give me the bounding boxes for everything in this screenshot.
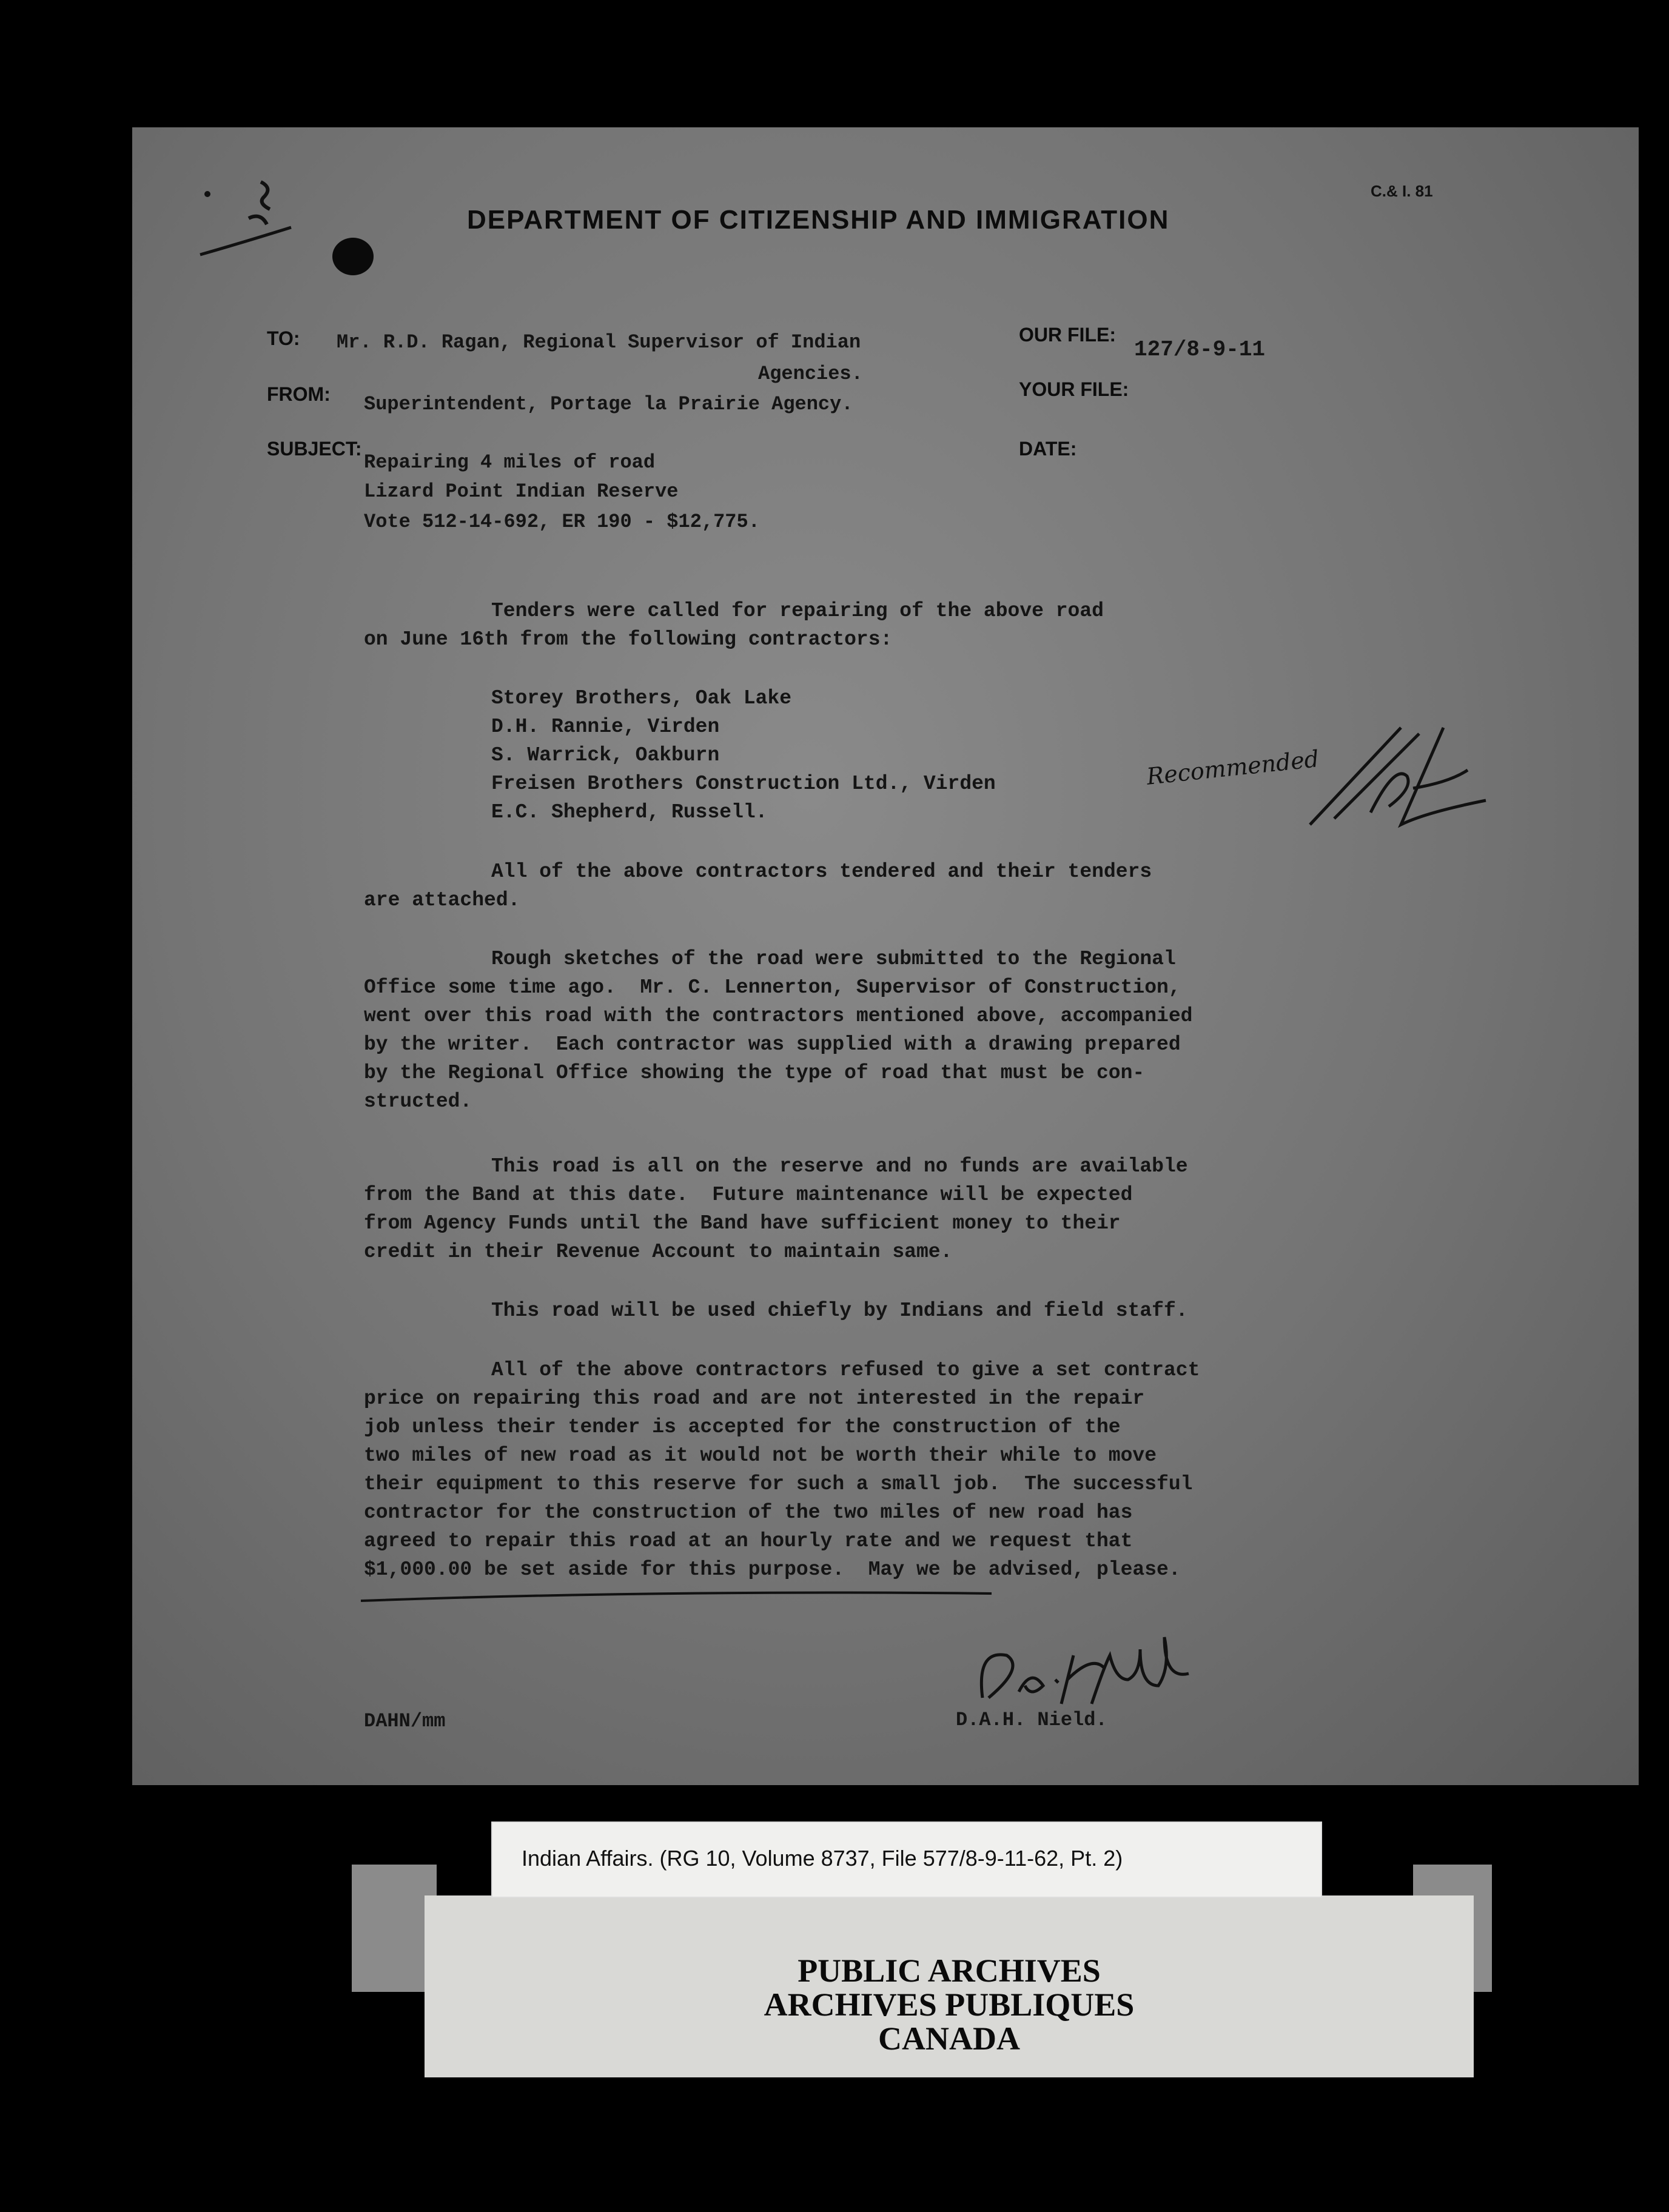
signatory-name: D.A.H. Nield.: [956, 1709, 1107, 1731]
handwritten-initials: [1298, 716, 1528, 837]
paragraph-line: job unless their tender is accepted for the construction of the: [364, 1416, 1121, 1438]
handwritten-recommendation: Recommended: [1145, 745, 1320, 790]
archive-line: CANADA: [878, 2020, 1020, 2057]
intro-line: Tenders were called for repairing of the above road: [491, 600, 1104, 622]
archive-card: [425, 1895, 1474, 2077]
paragraph-line: are attached.: [364, 889, 520, 911]
paragraph-line: All of the above contractors refused to give a set contract: [491, 1359, 1200, 1381]
contractor-item: S. Warrick, Oakburn: [491, 744, 720, 766]
paragraph-line: structed.: [364, 1090, 472, 1113]
card-tab: [352, 1865, 437, 1992]
your-file-label: YOUR FILE:: [1019, 378, 1129, 400]
paragraph-line: two miles of new road as it would not be worth their while to move: [364, 1444, 1157, 1467]
paragraph-line: Office some time ago. Mr. C. Lennerton, Supervisor of Construction,: [364, 976, 1181, 999]
paragraph-line: by the Regional Office showing the type of road that must be con-: [364, 1062, 1145, 1084]
pencil-underline: [358, 1583, 995, 1607]
form-code: C.& I. 81: [1371, 182, 1433, 200]
intro-line: on June 16th from the following contractors:: [364, 628, 893, 651]
date-label: DATE:: [1019, 438, 1077, 460]
contractor-item: E.C. Shepherd, Russell.: [491, 801, 768, 823]
archive-line: ARCHIVES PUBLIQUES: [764, 1986, 1135, 2023]
from-label: FROM:: [267, 383, 331, 405]
ink-blot: [332, 238, 374, 275]
subject-line: Vote 512-14-692, ER 190 - $12,775.: [364, 511, 760, 533]
our-file-label: OUR FILE:: [1019, 324, 1116, 346]
contractor-item: Freisen Brothers Construction Ltd., Virden: [491, 773, 996, 795]
paragraph-line: credit in their Revenue Account to maintain same.: [364, 1241, 953, 1263]
paragraph-line: Rough sketches of the road were submitted to the Regional: [491, 948, 1176, 970]
our-file-value: 127/8-9-11: [1134, 337, 1266, 362]
contractor-item: D.H. Rannie, Virden: [491, 716, 720, 738]
paragraph-line: This road will be used chiefly by Indians and field staff.: [491, 1299, 1188, 1322]
paragraph-line: price on repairing this road and are not interested in the repair: [364, 1387, 1145, 1410]
from-value: Superintendent, Portage la Prairie Agency.: [364, 393, 853, 415]
subject-line: Lizard Point Indian Reserve: [364, 480, 679, 503]
pencil-mark: [194, 176, 315, 273]
subject-label: SUBJECT:: [267, 438, 362, 460]
contractor-item: Storey Brothers, Oak Lake: [491, 687, 792, 709]
department-heading: DEPARTMENT OF CITIZENSHIP AND IMMIGRATION: [467, 205, 1170, 235]
paragraph-line: agreed to repair this road at an hourly rate and we request that: [364, 1530, 1133, 1552]
initials-reference: DAHN/mm: [364, 1710, 446, 1732]
paragraph-line: All of the above contractors tendered and their tenders: [491, 860, 1152, 883]
paragraph-line: went over this road with the contractors mentioned above, accompanied: [364, 1005, 1193, 1027]
paragraph-line: $1,000.00 be set aside for this purpose. May we be advised, please.: [364, 1558, 1181, 1581]
subject-line: Repairing 4 miles of road: [364, 451, 656, 474]
archive-reference-label: [491, 1822, 1322, 1898]
paragraph-line: This road is all on the reserve and no funds are available: [491, 1155, 1188, 1178]
signature: [970, 1631, 1213, 1710]
to-recipient-line1: Mr. R.D. Ragan, Regional Supervisor of Indian: [337, 331, 861, 354]
archive-reference-text: Indian Affairs. (RG 10, Volume 8737, File 577/8-9-11-62, Pt. 2): [522, 1846, 1123, 1871]
paragraph-line: contractor for the construction of the two miles of new road has: [364, 1501, 1133, 1524]
paragraph-line: their equipment to this reserve for such a small job. The successful: [364, 1473, 1193, 1495]
paragraph-line: by the writer. Each contractor was supplied with a drawing prepared: [364, 1033, 1181, 1056]
paragraph-line: from Agency Funds until the Band have sufficient money to their: [364, 1212, 1121, 1235]
to-recipient-line2: Agencies.: [758, 363, 863, 385]
archive-line: PUBLIC ARCHIVES: [798, 1952, 1101, 1989]
to-label: TO:: [267, 327, 300, 349]
paragraph-line: from the Band at this date. Future maintenance will be expected: [364, 1184, 1133, 1206]
